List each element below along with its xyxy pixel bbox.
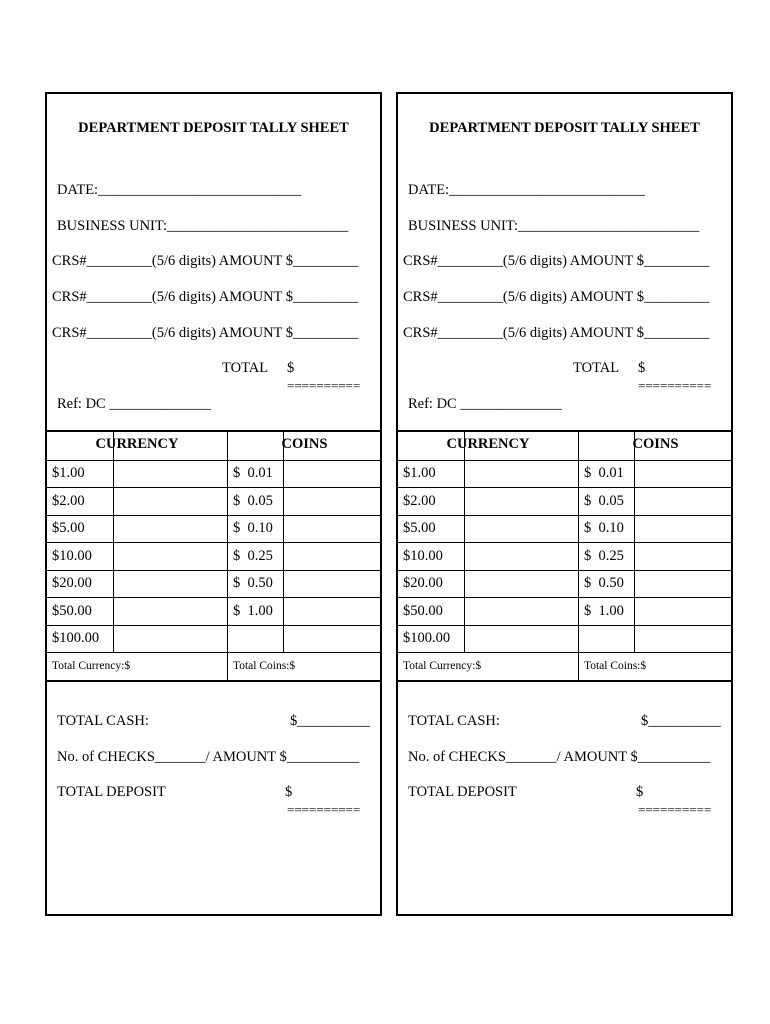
divider bbox=[578, 432, 579, 680]
table-row bbox=[47, 515, 380, 543]
coin-denomination: $ 0.05 bbox=[233, 492, 273, 509]
table-total-row bbox=[47, 653, 380, 680]
currency-denomination: $5.00 bbox=[403, 520, 436, 536]
currency-denomination: $50.00 bbox=[52, 602, 92, 619]
table-row bbox=[47, 625, 380, 653]
total-dollar: $ bbox=[638, 360, 646, 376]
divider bbox=[634, 432, 635, 653]
currency-denomination: $10.00 bbox=[52, 547, 92, 564]
coins-header: COINS bbox=[632, 436, 679, 452]
currency-header: CURRENCY bbox=[446, 436, 530, 452]
coin-denomination: $ 0.25 bbox=[233, 547, 273, 564]
table-row bbox=[47, 488, 380, 516]
currency-denomination: $2.00 bbox=[403, 492, 436, 509]
business-unit-field[interactable]: BUSINESS UNIT:_________________________ bbox=[57, 218, 349, 234]
cash-count-table bbox=[45, 430, 382, 682]
table-row bbox=[47, 460, 380, 488]
checks-amount-field[interactable]: No. of CHECKS_______/ AMOUNT $__________ bbox=[57, 749, 360, 765]
tally-sheet-left bbox=[45, 92, 382, 916]
total-cash-label: TOTAL CASH: bbox=[57, 713, 149, 729]
total-deposit-rule: ========== bbox=[287, 802, 361, 817]
total-rule: ========== bbox=[287, 378, 361, 393]
coin-denomination: $ 1.00 bbox=[584, 602, 624, 619]
currency-denomination: $10.00 bbox=[403, 547, 443, 564]
coin-denomination: $ 0.01 bbox=[584, 465, 624, 481]
coin-denomination: $ 0.01 bbox=[233, 465, 273, 481]
sheet-title: DEPARTMENT DEPOSIT TALLY SHEET bbox=[78, 120, 349, 136]
currency-denomination: $1.00 bbox=[403, 465, 436, 481]
coin-denomination: $ 0.10 bbox=[584, 520, 624, 536]
table-row bbox=[398, 488, 731, 516]
divider bbox=[227, 432, 228, 680]
crs-amount-field[interactable]: CRS#_________(5/6 digits) AMOUNT $_________ bbox=[52, 253, 359, 269]
total-label: TOTAL bbox=[573, 360, 620, 376]
crs-amount-field[interactable]: CRS#_________(5/6 digits) AMOUNT $_________ bbox=[403, 289, 710, 305]
table-row bbox=[398, 543, 731, 571]
currency-denomination: $100.00 bbox=[52, 630, 100, 646]
currency-denomination: $20.00 bbox=[403, 575, 443, 591]
currency-denomination: $50.00 bbox=[403, 602, 443, 619]
tally-sheet-right bbox=[396, 92, 733, 916]
divider bbox=[283, 432, 284, 653]
total-deposit-label: TOTAL DEPOSIT bbox=[57, 784, 166, 800]
total-coins-label: Total Coins:$ bbox=[233, 660, 296, 672]
currency-header: CURRENCY bbox=[95, 436, 179, 452]
coin-denomination: $ 0.05 bbox=[584, 492, 624, 509]
total-deposit-dollar: $ bbox=[285, 784, 293, 800]
table-row bbox=[398, 598, 731, 626]
cash-count-table bbox=[396, 430, 733, 682]
total-dollar: $ bbox=[287, 360, 295, 376]
currency-denomination: $20.00 bbox=[52, 575, 92, 591]
total-cash-label: TOTAL CASH: bbox=[408, 713, 500, 729]
table-row bbox=[398, 570, 731, 598]
coin-denomination: $ 0.25 bbox=[584, 547, 624, 564]
total-rule: ========== bbox=[638, 378, 712, 393]
table-row bbox=[398, 625, 731, 653]
crs-amount-field[interactable]: CRS#_________(5/6 digits) AMOUNT $_________ bbox=[403, 253, 710, 269]
table-total-row bbox=[398, 653, 731, 680]
total-coins-label: Total Coins:$ bbox=[584, 660, 647, 672]
table-row bbox=[398, 460, 731, 488]
table-row bbox=[47, 598, 380, 626]
ref-dc-field[interactable]: Ref: DC ______________ bbox=[57, 396, 211, 412]
table-row bbox=[47, 570, 380, 598]
table-row bbox=[398, 515, 731, 543]
coin-denomination: $ 1.00 bbox=[233, 602, 273, 619]
coin-denomination: $ 0.10 bbox=[233, 520, 273, 536]
table-header-row bbox=[398, 432, 731, 461]
divider bbox=[113, 432, 114, 653]
date-field[interactable]: DATE:___________________________ bbox=[408, 182, 645, 198]
total-deposit-label: TOTAL DEPOSIT bbox=[408, 784, 517, 800]
currency-denomination: $2.00 bbox=[52, 492, 85, 509]
currency-denomination: $100.00 bbox=[403, 630, 451, 646]
total-currency-label: Total Currency:$ bbox=[403, 660, 482, 672]
crs-amount-field[interactable]: CRS#_________(5/6 digits) AMOUNT $_________ bbox=[403, 325, 710, 341]
table-row bbox=[47, 543, 380, 571]
sheet-title: DEPARTMENT DEPOSIT TALLY SHEET bbox=[429, 120, 700, 136]
table-header-row bbox=[47, 432, 380, 461]
checks-amount-field[interactable]: No. of CHECKS_______/ AMOUNT $__________ bbox=[408, 749, 711, 765]
currency-denomination: $1.00 bbox=[52, 465, 85, 481]
total-deposit-dollar: $ bbox=[636, 784, 644, 800]
crs-amount-field[interactable]: CRS#_________(5/6 digits) AMOUNT $_________ bbox=[52, 289, 359, 305]
total-cash-field[interactable]: $__________ bbox=[290, 713, 370, 729]
total-currency-label: Total Currency:$ bbox=[52, 660, 131, 672]
business-unit-field[interactable]: BUSINESS UNIT:_________________________ bbox=[408, 218, 700, 234]
total-deposit-rule: ========== bbox=[638, 802, 712, 817]
crs-amount-field[interactable]: CRS#_________(5/6 digits) AMOUNT $_________ bbox=[52, 325, 359, 341]
divider bbox=[464, 432, 465, 653]
coin-denomination: $ 0.50 bbox=[584, 575, 624, 591]
ref-dc-field[interactable]: Ref: DC ______________ bbox=[408, 396, 562, 412]
coin-denomination: $ 0.50 bbox=[233, 575, 273, 591]
total-label: TOTAL bbox=[222, 360, 269, 376]
total-cash-field[interactable]: $__________ bbox=[641, 713, 721, 729]
date-field[interactable]: DATE:____________________________ bbox=[57, 182, 302, 198]
currency-denomination: $5.00 bbox=[52, 520, 85, 536]
coins-header: COINS bbox=[281, 436, 328, 452]
